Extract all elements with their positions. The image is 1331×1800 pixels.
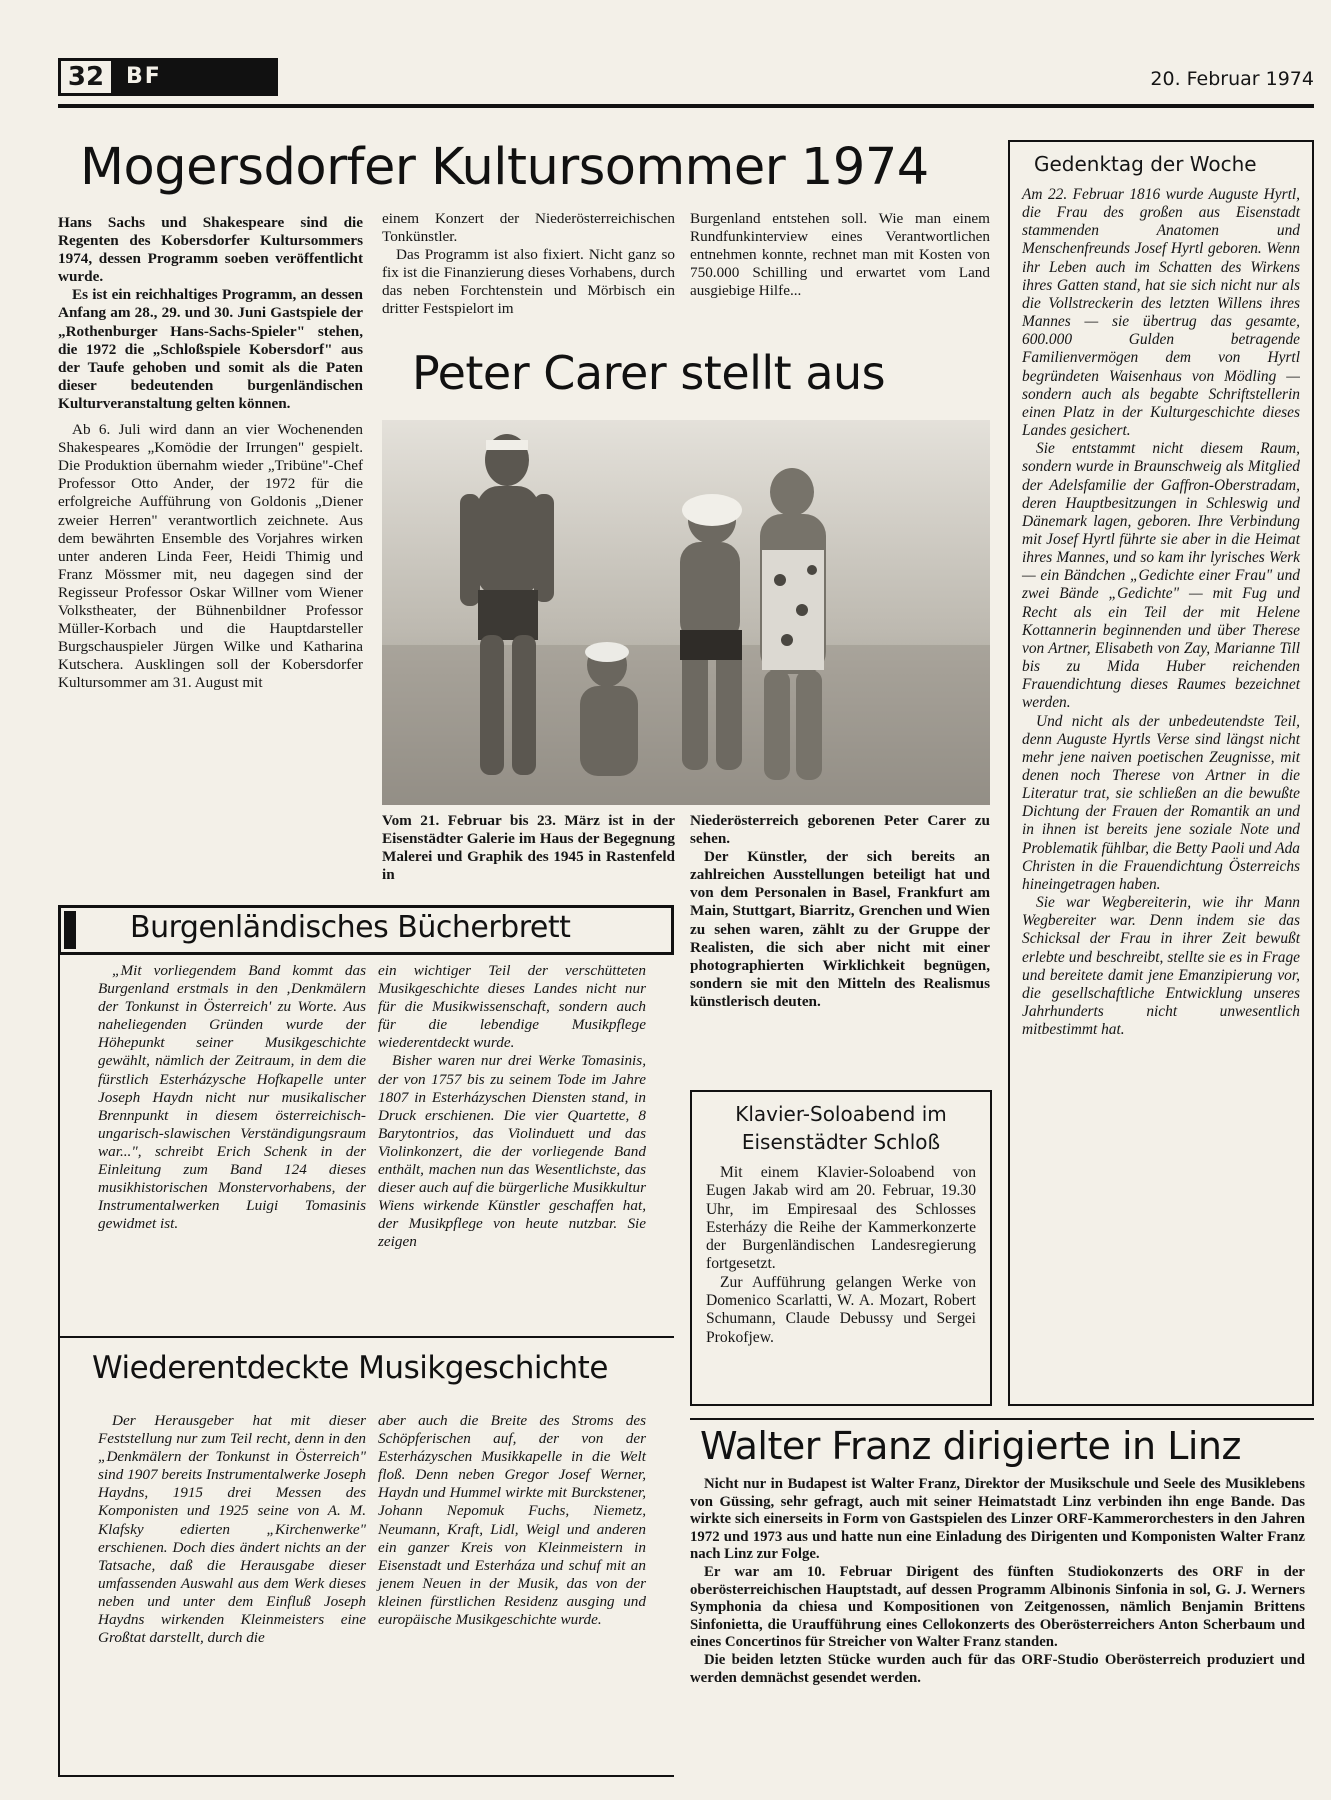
gedenktag-paragraph-2: Sie entstammt nicht diesem Raum, sondern wurde in Braunschweig als Mitglied der Adelsfamilie der Gaffron-Oberstradam, deren Hauptbesitzungen in Schleswig und Dänemark lagen, geboren. Ihre Verbindung mit Josef Hyrtl führte sie aber in die Heimat ihres Mannes, und so kam ihr lyrisches Werk — ein Bändchen „Gedichte einer Frau" und zwei Bände „Gedichte" — mit Fug und Recht als ein Teil der mit Helene Kottannerin beginnenden und über Therese von Artner, Elisabeth von Zay, Marianne Till bis zu Mida Huber reichenden Frauendichtung dieses Raumes bezeichnet werden. (1022, 440, 1300, 712)
gedenktag-paragraph-3: Und nicht als der unbedeutendste Teil, denn Auguste Hyrtls Verse sind längst nicht mehr jene naiven poetischen Zeugnisse, mit denen noch Therese von Artner in die Literatur trat, sie schließen an die bewußte Dichtung der Frauen der Romantik an und in ihnen ist bereits jene soziale Note und Problematik fühlbar, die Betty Paoli und Ada Christen in die Frauendichtung Österreichs hineingetragen haben. (1022, 712, 1300, 893)
buecherbrett-column-2 (378, 962, 646, 1252)
header-rule (58, 104, 1314, 108)
page-number: 32 (58, 58, 114, 96)
carer-text-3: Der Künstler, der sich bereits an zahlreichen Ausstellungen beteiligt hat und von dem Personalen in Basel, Frankfurt am Main, Stuttgart, Biarritz, Grenchen und Wien zu sehen waren, zählt zu der Gruppe der Realisten, die sich aber nicht mit einer photographierten Wirklichkeit begnügen, sondern sie mit den Mitteln des Realismus künstlerisch deuten. (690, 848, 990, 1010)
kultursommer-lead-2: Es ist ein reichhaltiges Programm, an dessen Anfang am 28., 29. und 30. Juni Gastspiele der „Rothenburger Hans-Sachs-Spieler" stehen, die 1972 die „Schloßspiele Kobersdorf" aus der Taufe gehoben und somit als die Paten dieser bedeutenden burgenländischen Kulturveranstaltung gelten können. (58, 286, 363, 412)
musikgeschichte-text-2: aber auch die Breite des Stroms des Schöpferischen auf, der von der Esterházyschen Musikkapelle in die Welt floß. Denn neben Gregor Josef Werner, Haydn und Hummel wirkte mit Burckstener, Johann Nepomuk Fuchs, Niemetz, Neumann, Kraft, Lidl, Weigl und anderen ein ganzer Kreis von Kleinmeistern in Eisenstadt und Esterháza und schuf mit an jenem Neuen in der Musik, das von der kleinen fürstlichen Residenz ausging und europäische Musikgeschichte wurde. (378, 1412, 646, 1629)
buecherbrett-text-1: „Mit vorliegendem Band kommt das Burgenland erstmals in den ‚Denkmälern der Tonkunst in Österreich' zu Worte. Aus naheliegenden Gründen wurde der Höhepunkt seiner Musikgeschichte gewählt, nämlich der Zeitraum, in dem die fürstlich Esterházysche Hofkapelle unter Joseph Haydn nicht nur musikalischer Brennpunkt in diesem österreichisch-ungarisch-slawischen Verständigungsraum war...", schreibt Erich Schenk in der Einleitung zum Band 124 dieses musikhistorischen Monstervorhabens, der Instrumentalwerken Luigi Tomasinis gewidmet ist. (98, 962, 366, 1233)
section-left-border (58, 955, 60, 1775)
kultursommer-headline: Mogersdorfer Kultursommer 1974 (80, 138, 929, 197)
franz-top-rule (690, 1418, 1314, 1420)
kultursommer-body-1: Ab 6. Juli wird dann an vier Wochenenden Shakespeares „Komödie der Irrungen" gespielt. Die Produktion übernahm wieder „Tribüne"-Chef Professor Otto Ander, der 1972 für die erfolgreiche Aufführung von Goldonis „Diener zweier Herren" verantwortlich zeichnete. Aus dem bewährten Ensemble des Vorjahres wirken unter anderen Linda Feer, Heidi Thimig und Franz Mössmer mit, neu dagegen sind der Regisseur Professor Oskar Willner vom Wiener Volkstheater, der Bühnenbildner Professor Müller-Korbach und die Hauptdarsteller Burgschauspieler Jürgen Wilke und Katharina Kutschera. Ausklingen soll der Kobersdorfer Kultursommer am 31. August mit (58, 421, 363, 692)
gedenktag-title: Gedenktag der Woche (1034, 152, 1257, 176)
beach-photo-illustration (382, 420, 990, 805)
carer-text-2: Niederösterreich geborenen Peter Carer zu sehen. (690, 812, 990, 848)
musikgeschichte-headline: Wiederentdeckte Musikgeschichte (92, 1350, 608, 1386)
issue-date: 20. Februar 1974 (1150, 68, 1314, 90)
kultursommer-body-2: einem Konzert der Niederösterreichischen Tonkünstler. (382, 210, 675, 246)
klavier-text (706, 1164, 976, 1347)
klavier-title-1: Klavier-Soloabend im (735, 1102, 947, 1126)
musikgeschichte-column-2 (378, 1412, 646, 1629)
franz-text (690, 1476, 1305, 1687)
buecherbrett-banner: Burgenländisches Bücherbrett (130, 910, 571, 945)
buecherbrett-text-2b: Bisher waren nur drei Werke Tomasinis, der von 1757 bis zu seinem Tode im Jahre 1807 in Esterházyschen Diensten stand, in Druck erschienen. Die vier Quartette, 8 Barytontrios, das Violinduett und das Violinkonzert, die der vorliegende Band enthält, machen nun das Wesentlichste, das dieser auch auf die bürgerliche Musikkultur Wiens wirkende Künstler geschaffen hat, der Musikpflege von heute nutzbar. Sie zeigen (378, 1052, 646, 1251)
kultursommer-body-4: Burgenland entstehen soll. Wie man einem Rundfunkinterview eines Verantwortlichen entnehmen konnte, rechnet man mit Kosten von 750.000 Schilling und erwartet vom Land ausgiebige Hilfe... (690, 210, 990, 300)
gedenktag-text (1022, 186, 1300, 1039)
kultursommer-column-1 (58, 214, 363, 692)
kultursommer-lead: Hans Sachs und Shakespeare sind die Regenten des Kobersdorfer Kultursommers 1974, dessen Programm soeben veröffentlicht wurde. (58, 214, 363, 286)
buecherbrett-text-2a: ein wichtiger Teil der verschütteten Musikgeschichte dieses Landes nicht nur für die Musikwissenschaft, sondern auch für die lebendige Musikpflege wiederentdeckt wurde. (378, 962, 646, 1052)
klavier-box (690, 1090, 992, 1406)
klavier-paragraph-2: Zur Aufführung gelangen Werke von Domenico Scarlatti, W. A. Mozart, Robert Schumann, Claude Debussy und Sergei Prokofjew. (706, 1273, 976, 1346)
carer-headline: Peter Carer stellt aus (412, 346, 886, 400)
buecherbrett-column-1 (98, 962, 366, 1233)
kultursommer-column-2 (382, 210, 675, 319)
franz-paragraph-1: Nicht nur in Budapest ist Walter Franz, Direktor der Musikschule und Seele des Musiklebens von Güssing, sehr gefragt, auch mit seiner Heimatstadt Linz verbinden ihn enge Bande. Das wirkte sich einerseits in Form von Gastspielen des Linzer ORF-Kammerorchesters in den Jahren 1972 und 1973 aus und hatte nun eine Einladung des Dirigenten und Komponisten Walter Franz nach Linz zur Folge. (690, 1476, 1305, 1563)
gedenktag-box (1008, 140, 1314, 1406)
gedenktag-paragraph-4: Sie war Wegbereiterin, wie ihr Mann Wegbereiter war. Denn indem sie das Schicksal der Frau in ihrer Zeit bewußt erlebte und beschreibt, stellte sie es in Frage und bereitete damit jene Emanzipierung vor, die gesellschaftliche Entwicklung unseres Jahrhunderts nicht unwesentlich mitbestimmt hat. (1022, 894, 1300, 1039)
carer-text-1: Vom 21. Februar bis 23. März ist in der Eisenstädter Galerie im Haus der Begegnung Malerei und Graphik des 1945 in Rastenfeld in (382, 812, 675, 884)
klavier-title-2: Eisenstädter Schloß (741, 1130, 941, 1154)
buecherbrett-banner-mark (64, 911, 76, 949)
kultursommer-body-3: Das Programm ist also fixiert. Nicht ganz so fix ist die Finanzierung dieses Vorhabens, durch das neben Forchtenstein und Mörbisch ein dritter Festspielort im (382, 246, 675, 318)
franz-headline: Walter Franz dirigierte in Linz (700, 1424, 1241, 1468)
beach-photo (382, 420, 990, 805)
musikgeschichte-column-1 (98, 1412, 366, 1647)
musikgeschichte-top-rule (58, 1336, 674, 1338)
carer-column-1 (382, 812, 675, 884)
musikgeschichte-text-1: Der Herausgeber hat mit dieser Feststellung nur zum Teil recht, denn in den „Denkmälern der Tonkunst in Österreich" sind 1907 bereits Instrumentalwerke Joseph Haydns, 1915 drei Messen des Komponisten und 1925 seine von A. M. Klafsky edierten „Kirchenwerke" erschienen. Doch dies ändert nichts an der Tatsache, daß die Herausgabe dieser umfassenden Auswahl aus dem Werk dieses neben und unter dem Einfluß Joseph Haydns wirkenden Kleinmeisters eine Großtat darstellt, durch die (98, 1412, 366, 1647)
franz-paragraph-3: Die beiden letzten Stücke wurden auch für das ORF-Studio Oberösterreich produziert und werden demnächst gesendet werden. (690, 1651, 1305, 1686)
section-bar: BF (114, 58, 278, 96)
klavier-paragraph-1: Mit einem Klavier-Soloabend von Eugen Jakab wird am 20. Februar, 19.30 Uhr, im Empiresaal des Schlosses Esterházy die Reihe der Kammerkonzerte der Burgenländischen Landesregierung fortgesetzt. (706, 1164, 976, 1273)
gedenktag-paragraph-1: Am 22. Februar 1816 wurde Auguste Hyrtl, die Frau des großen aus Eisenstadt stammenden Anatomen und Menschenfreunds Josef Hyrtl geboren. Wenn ihr Leben auch im Schatten des Wirkens ihres Gatten stand, hat sie sich nicht nur als die Vollstreckerin des letzten Willens ihres Mannes — sie übertrug das gesamte, 600.000 Gulden betragende Familienvermögen dem von Hyrtl begründeten Waisenhaus von Mödling — sondern auch als begabte Schriftstellerin einen Platz in der Kulturgeschichte dieses Landes gesichert. (1022, 186, 1300, 440)
franz-paragraph-2: Er war am 10. Februar Dirigent des fünften Studiokonzerts des ORF in der oberösterreichischen Hauptstadt, auf dessen Programm Albinonis Sinfonia in sol, G. J. Werners Symphonia da chiesa und Kompositionen von Zeitgenossen, nämlich Benjamin Brittens Sinfonietta, die Uraufführung eines Cellokonzerts des Oberösterreichers Anton Scherbaum und eines Concertinos für Streicher von Walter Franz standen. (690, 1563, 1305, 1651)
carer-column-2 (690, 812, 990, 1011)
section-bottom-rule (58, 1775, 674, 1777)
kultursommer-column-3 (690, 210, 990, 300)
